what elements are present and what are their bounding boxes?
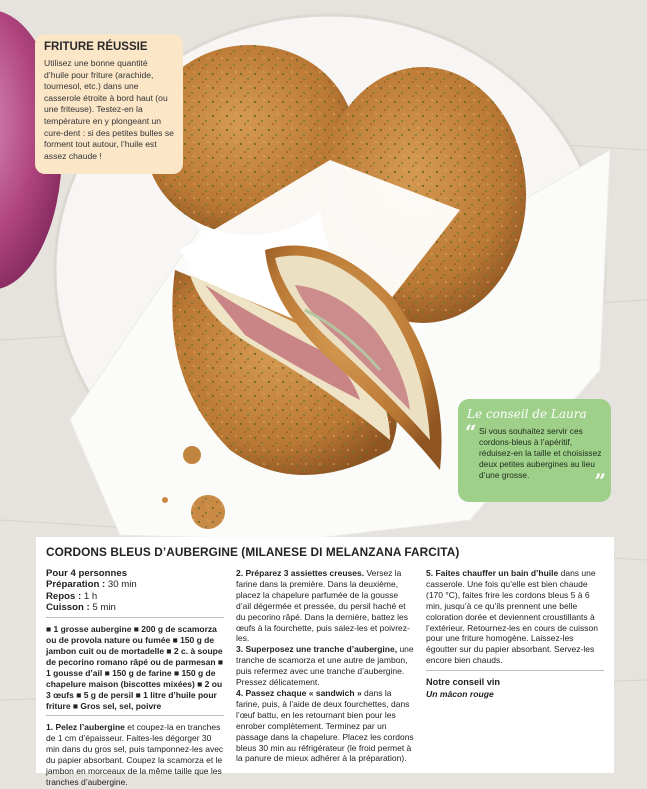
step-4-title: 4. Passez chaque « sandwich » bbox=[236, 687, 362, 698]
tip-title: FRITURE RÉUSSIE bbox=[44, 41, 148, 53]
recipe-column-1 bbox=[46, 568, 224, 788]
laura-tip-body: Si vous souhaitez servir ces cordons-bleus à l’apéritif, réduisez-en la taille et choisissez deux petites aubergines au lieu d’une grosse. bbox=[479, 426, 602, 480]
cook-value: 5 min bbox=[92, 601, 116, 613]
divider bbox=[46, 617, 224, 618]
step-3-title: 3. Superposez une tranche d’aubergine, bbox=[236, 644, 398, 655]
cook-label: Cuisson : bbox=[46, 601, 90, 613]
laura-tip-title: Le conseil de Laura bbox=[467, 407, 587, 421]
step-2 bbox=[236, 568, 414, 644]
recipe-title: CORDONS BLEUS D’AUBERGINE (MILANESE DI MELANZANA FARCITA) bbox=[46, 545, 460, 559]
step-3-text: une tranche de scamorza et une autre de jambon, puis refermez avec une tranche d’aubergine. Pressez délicatement. bbox=[236, 644, 414, 688]
open-quote-icon: “ bbox=[465, 420, 477, 444]
step-5-text: dans une casserole. Une fois qu’elle est bien chaude (170 °C), faites frire les cordons bleus 5 à 6 min, jusqu’à ce qu’ils prennent une belle coloration dorée et deviennent croustillants à l’extérieur. Retournez-les en cours de cuisson pour une friture homogène. Laissez-les égoutter sur du papier absorbant. Servez-les encore bien chauds. bbox=[426, 568, 598, 666]
prep-label: Préparation : bbox=[46, 579, 106, 591]
laura-tip-box bbox=[458, 399, 611, 502]
close-quote-icon: ” bbox=[594, 469, 606, 493]
step-5 bbox=[426, 568, 604, 666]
divider bbox=[426, 670, 604, 671]
wine-tip-label: Notre conseil vin bbox=[426, 677, 501, 688]
divider bbox=[46, 715, 224, 716]
step-1-title: 1. Pelez l’aubergine bbox=[46, 722, 125, 733]
prep-value: 30 min bbox=[107, 579, 137, 591]
wine-tip-name: Un mâcon rouge bbox=[426, 689, 494, 700]
step-3 bbox=[236, 644, 414, 688]
recipe-column-3 bbox=[426, 568, 604, 788]
step-1-text: et coupez-la en tranches de 1 cm d’épaisseur. Faites-les dégorger 30 min dans du gros sel, puis tamponnez-les avec du papier absorbant. Coupez la scamorza et le jambon en morceaux de la même taille que les tranches d’aubergine. bbox=[46, 722, 224, 787]
laura-tip-text-block bbox=[465, 420, 606, 493]
rest-label: Repos : bbox=[46, 590, 82, 602]
step-4-text: dans la farine, puis, à l’aide de deux fourchettes, dans l’œuf battu, en les retournant bien pour les enrober complètement. Terminez par un passage dans la chapelure. Placez les cordons bleus 30 min au réfrigérateur (le froid permet à la panure de mieux adhérer à la préparation). bbox=[236, 687, 414, 764]
recipe-card bbox=[36, 537, 614, 787]
step-1 bbox=[46, 722, 224, 787]
recipe-column-2 bbox=[236, 568, 414, 788]
step-2-text: Versez la farine dans la première. Dans la deuxième, placez la chapelure parfumée de la gousse d’ail dégermée et pressée, du persil haché et du pecorino râpé. Dans la dernière, battez les œufs à la fourchette, puis salez-les et poivrez-les. bbox=[236, 568, 410, 644]
servings: Pour 4 personnes bbox=[46, 568, 128, 579]
step-2-title: 2. Préparez 3 assiettes creuses. bbox=[236, 568, 365, 578]
recipe-meta bbox=[46, 568, 224, 613]
step-5-title: 5. Faites chauffer un bain d’huile bbox=[426, 568, 559, 578]
ingredients-list: ■ 1 grosse aubergine ■ 200 g de scamorza ou de provola nature ou fumée ■ 150 g de jambon cuit ou de mortadelle ■ 2 c. à soupe de pecorino romano râpé ou de parmesan ■ 1 gousse d’ail ■ 150 g de farine ■ 150 g de chapelure maison (biscottes mixées) ■ 2 ou 3 œufs ■ 5 g de persil ■ 1 litre d’huile pour friture ■ Gros sel, sel, poivre bbox=[46, 624, 224, 711]
rest-value: 1 h bbox=[83, 590, 98, 602]
tip-body: Utilisez une bonne quantité d’huile pour friture (arachide, tournesol, etc.) dans une casserole étroite à bord haut (ou une friteuse). Testez-en la température en y plongeant un cure-dent : si des petites bulles se forment tout autour, l’huile est assez chaude ! bbox=[44, 58, 174, 161]
frying-tip-box bbox=[35, 34, 183, 174]
step-4 bbox=[236, 688, 414, 764]
